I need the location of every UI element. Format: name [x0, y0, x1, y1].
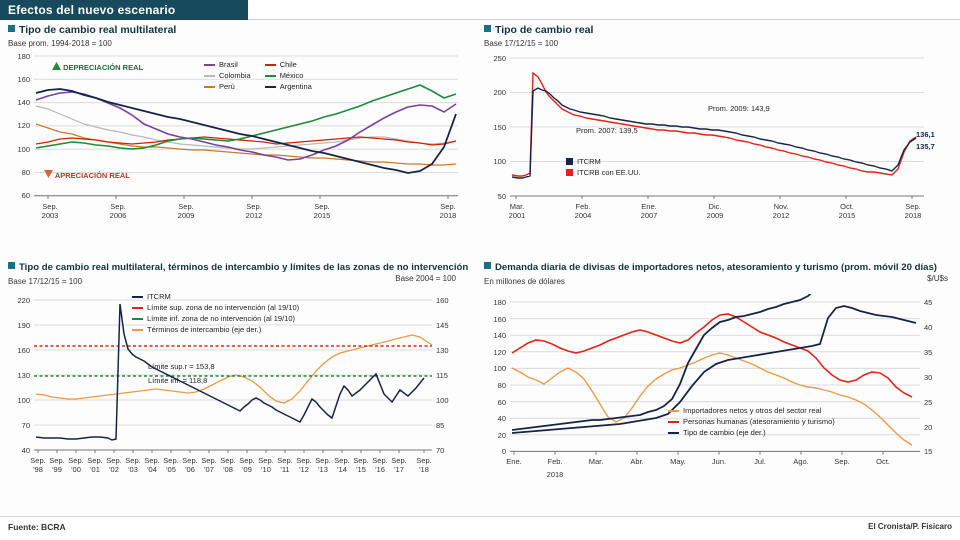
- panel3-xtick-15: Sep. '13: [315, 456, 331, 474]
- panel3-xtick-10: Sep. '08: [220, 456, 236, 474]
- panel-tcrm-terminos: [8, 262, 469, 492]
- panel2-xtick-2: Ene. 2007: [640, 202, 658, 220]
- panel4-xtick-9: Oct.: [876, 457, 890, 466]
- panel3-xtick-6: Sep. '04: [144, 456, 160, 474]
- panel4-xtick-1: Feb.: [547, 457, 563, 466]
- panel3-xtick-13: Sep. '11: [277, 456, 293, 474]
- panel4-xaxis-year: 2018: [546, 470, 564, 479]
- legend-swatch-argentina: [265, 86, 276, 88]
- panel4-title: Demanda diaria de divisas de importadores netos, atesoramiento y turismo (prom. móvil 20 días): [484, 262, 952, 273]
- panel3-ytick-r-85: 85: [436, 421, 445, 430]
- header-band-right: [248, 0, 960, 20]
- panel1-xtick-3: Sep. 2012: [245, 202, 263, 220]
- panel4-ytick-100: 100: [493, 364, 506, 373]
- legend-item-argentina: Argentina: [265, 82, 312, 91]
- panel3-xtick-17: Sep. '15: [353, 456, 369, 474]
- legend-item-itcrb: ITCRB con EE.UU.: [566, 168, 641, 177]
- panel2-xtick-4: Nov. 2012: [772, 202, 790, 220]
- panel1-subtitle: Base prom. 1994-2018 = 100: [8, 39, 112, 48]
- panel1-xtick-5: Sep. 2018: [439, 202, 457, 220]
- panel3-xtick-7: Sep. '05: [163, 456, 179, 474]
- panel2-xtick-5: Oct. 2015: [838, 202, 856, 220]
- panel3-ytick-100: 100: [17, 396, 30, 405]
- panel2-annotation-2009: Prom. 2009: 143,9: [708, 104, 770, 113]
- panel4-ytick-20: 20: [497, 431, 506, 440]
- panel3-ytick-r-130: 130: [436, 346, 449, 355]
- panel4-xtick-7: Ago.: [793, 457, 809, 466]
- legend-swatch-limite-sup: [132, 307, 143, 309]
- panel3-xtick-4: Sep. '02: [106, 456, 122, 474]
- panel3-ytick-130: 130: [17, 371, 30, 380]
- panel3-xtick-9: Sep. '07: [201, 456, 217, 474]
- legend-swatch-itcrb: [566, 169, 573, 176]
- bullet-square-icon: [8, 25, 15, 32]
- panel4-ytick-120: 120: [493, 348, 506, 357]
- credit-label: El Cronista/P. Fisicaro: [868, 522, 952, 531]
- panel1-legend: [204, 60, 312, 93]
- panel1-annotation-down: APRECIACIÓN REAL: [44, 170, 130, 180]
- panel4-ytick-r-40: 40: [924, 323, 933, 332]
- panel1-title: Tipo de cambio real multilateral: [8, 24, 460, 36]
- panel3-legend: [132, 292, 299, 336]
- panel2-xtick-6: Sep. 2018: [904, 202, 922, 220]
- panel2-legend: [566, 157, 641, 179]
- legend-swatch-peru: [204, 86, 215, 88]
- page-title: Efectos del nuevo escenario: [8, 3, 176, 17]
- panel1-ytick-100: 100: [17, 145, 30, 154]
- panel3-ytick-220: 220: [17, 296, 30, 305]
- legend-swatch-personas: [668, 421, 679, 423]
- panel2-ytick-150: 150: [493, 123, 506, 132]
- panel2-ytick-50: 50: [497, 192, 506, 201]
- panel4-xtick-0: Ene.: [506, 457, 522, 466]
- panel1-ytick-80: 80: [21, 168, 30, 177]
- panel4-ytick-140: 140: [493, 331, 506, 340]
- panel3-xtick-5: Sep. '03: [125, 456, 141, 474]
- panel4-ytick-80: 80: [497, 381, 506, 390]
- panel2-endlabel-itcrb: 135,7: [916, 142, 935, 151]
- legend-swatch-limite-inf: [132, 318, 143, 320]
- panel2-ytick-200: 200: [493, 88, 506, 97]
- panel2-title: Tipo de cambio real: [484, 24, 952, 36]
- panel1-xtick-2: Sep. 2009: [177, 202, 195, 220]
- panel3-ytick-190: 190: [17, 321, 30, 330]
- panel4-subtitle-left: En millones de dólares: [484, 277, 565, 286]
- panel1-xtick-4: Sep. 2015: [313, 202, 331, 220]
- panel4-ytick-r-25: 25: [924, 398, 933, 407]
- panel2-xtick-1: Feb. 2004: [574, 202, 592, 220]
- panel3-ytick-40: 40: [21, 446, 30, 455]
- panel4-ytick-0: 0: [501, 447, 506, 456]
- panel4-ytick-40: 40: [497, 414, 506, 423]
- panel3-xtick-1: Sep. '99: [49, 456, 65, 474]
- panel3-subtitle-left: Base 17/12/15 = 100: [8, 277, 83, 286]
- panel1-ytick-180: 180: [17, 52, 30, 61]
- panel2-xtick-0: Mar. 2001: [508, 202, 526, 220]
- panel3-ytick-r-70: 70: [436, 446, 445, 455]
- legend-swatch-itcrm: [132, 296, 143, 298]
- panel1-ytick-140: 140: [17, 98, 30, 107]
- legend-item-limite-inf: Límite inf. zona de no intervención (al 19/10): [132, 314, 299, 323]
- panel1-xtick-0: Sep. 2003: [41, 202, 59, 220]
- legend-item-mexico: México: [265, 71, 312, 80]
- footer-bar: [0, 516, 960, 540]
- panel4-xtick-2: Mar.: [588, 457, 604, 466]
- panel3-ytick-r-160: 160: [436, 296, 449, 305]
- panel3-xtick-8: Sep. '06: [182, 456, 198, 474]
- legend-item-personas: Personas humanas (atesoramiento y turismo): [668, 417, 835, 426]
- panel2-endlabel-itcrm: 136,1: [916, 130, 935, 139]
- panel3-xtick-16: Sep. '14: [334, 456, 350, 474]
- panel2-annotation-2007: Prom. 2007: 139,5: [576, 126, 638, 135]
- panel1-annotation-up: DEPRECIACIÓN REAL: [52, 62, 143, 72]
- legend-item-itcrm: ITCRM: [132, 292, 299, 301]
- panel3-xtick-0: Sep. '98: [30, 456, 46, 474]
- bullet-square-icon: [484, 25, 491, 32]
- panel1-ytick-160: 160: [17, 75, 30, 84]
- panel4-xtick-5: Jun.: [711, 457, 727, 466]
- legend-swatch-chile: [265, 64, 276, 66]
- panel-demanda-divisas: [484, 262, 952, 492]
- panel4-subtitle-right: $/U$s: [927, 274, 948, 283]
- panel3-plot: [8, 294, 460, 492]
- legend-item-brasil: Brasil: [204, 60, 251, 69]
- panel3-xtick-14: Sep. '12: [296, 456, 312, 474]
- panel4-ytick-r-45: 45: [924, 298, 933, 307]
- panel3-xtick-2: Sep. '00: [68, 456, 84, 474]
- legend-item-chile: Chile: [265, 60, 312, 69]
- panel3-annotation-inf: Límite inf. = 118,8: [148, 376, 208, 385]
- legend-swatch-mexico: [265, 75, 276, 77]
- panel3-xtick-20: Sep. '18: [416, 456, 432, 474]
- panel4-xtick-4: May.: [670, 457, 686, 466]
- triangle-up-icon: [52, 62, 61, 70]
- source-label: Fuente: BCRA: [8, 522, 66, 532]
- panel3-ytick-r-100: 100: [436, 396, 449, 405]
- panel4-xtick-6: Jul.: [754, 457, 766, 466]
- panel4-ytick-r-30: 30: [924, 373, 933, 382]
- panel2-plot: [484, 52, 952, 234]
- legend-swatch-tipo-cambio: [668, 432, 679, 434]
- legend-item-tipo-cambio: Tipo de cambio (eje der.): [668, 428, 835, 437]
- panel1-plot: [8, 52, 460, 234]
- legend-swatch-itcrm: [566, 158, 573, 165]
- legend-item-terminos: Términos de intercambio (eje der.): [132, 325, 299, 334]
- panel3-xtick-12: Sep. '10: [258, 456, 274, 474]
- legend-swatch-colombia: [204, 75, 215, 77]
- bullet-square-icon: [484, 262, 491, 269]
- panel4-legend: [668, 406, 835, 439]
- panel3-xtick-18: Sep. '16: [372, 456, 388, 474]
- panel3-ytick-r-115: 115: [436, 371, 448, 380]
- panel1-ytick-120: 120: [17, 121, 30, 130]
- header-bar: [0, 0, 960, 20]
- panel4-ytick-r-20: 20: [924, 423, 933, 432]
- panel4-ytick-60: 60: [497, 398, 506, 407]
- panel2-ytick-250: 250: [493, 54, 506, 63]
- panel2-subtitle: Base 17/12/15 = 100: [484, 39, 559, 48]
- legend-item-colombia: Colombia: [204, 71, 251, 80]
- panel3-xtick-19: Sep. '17: [391, 456, 407, 474]
- legend-swatch-importadores: [668, 410, 679, 412]
- panel3-annotation-sup: Límite sup.r = 153,8: [148, 362, 215, 371]
- panel3-ytick-160: 160: [17, 346, 30, 355]
- legend-swatch-brasil: [204, 64, 215, 66]
- panel-tcrm-multilateral: [8, 24, 460, 234]
- panel4-ytick-r-35: 35: [924, 348, 933, 357]
- legend-item-limite-sup: Límite sup. zona de no intervención (al 19/10): [132, 303, 299, 312]
- triangle-down-icon: [44, 170, 53, 178]
- panel3-subtitle-right: Base 2004 = 100: [395, 274, 456, 283]
- panel3-title: Tipo de cambio real multilateral, términos de intercambio y límites de las zonas de no intervención: [8, 262, 460, 273]
- panel3-xtick-11: Sep. '09: [239, 456, 255, 474]
- legend-item-itcrm: ITCRM: [566, 157, 641, 166]
- legend-item-peru: Perú: [204, 82, 251, 91]
- panel4-ytick-160: 160: [493, 315, 506, 324]
- panel2-ytick-100: 100: [493, 157, 506, 166]
- panel-tipo-cambio-real: [484, 24, 952, 234]
- panel3-ytick-r-145: 145: [436, 321, 449, 330]
- legend-swatch-terminos: [132, 329, 143, 331]
- panel4-xtick-3: Abr.: [630, 457, 644, 466]
- panel4-ytick-180: 180: [493, 298, 506, 307]
- panel4-plot: [484, 294, 952, 492]
- panel4-xtick-8: Sep.: [834, 457, 850, 466]
- panel3-xtick-3: Sep. '01: [87, 456, 103, 474]
- panel4-ytick-r-15: 15: [924, 447, 933, 456]
- bullet-square-icon: [8, 262, 15, 269]
- panel3-ytick-70: 70: [21, 421, 30, 430]
- panel1-ytick-60: 60: [21, 191, 30, 200]
- panel1-xtick-1: Sep. 2006: [109, 202, 127, 220]
- panel2-xtick-3: Dic. 2009: [706, 202, 724, 220]
- legend-item-importadores: Importadores netos y otros del sector real: [668, 406, 835, 415]
